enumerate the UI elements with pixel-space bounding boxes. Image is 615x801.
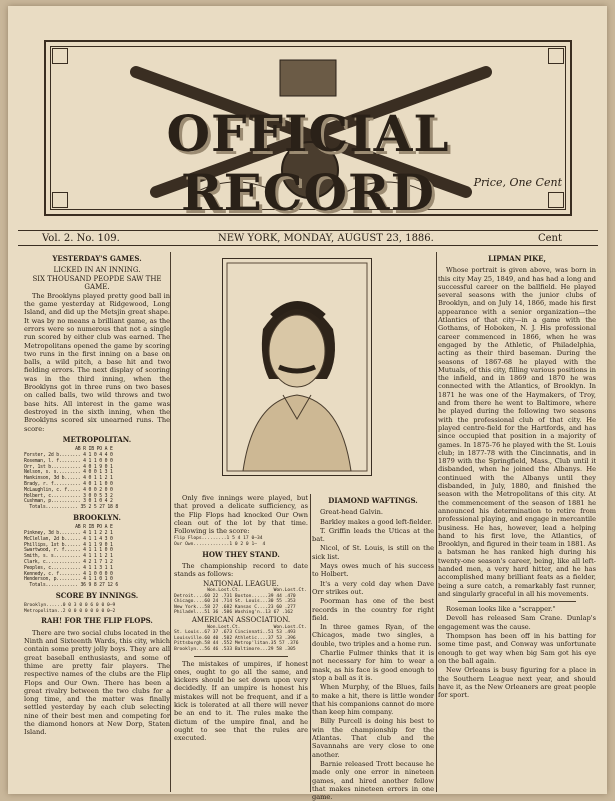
news-item: New Orleans is busy figuring for a place in the Southern League next year, and should have it, as the New Orleaners are great people for sport. xyxy=(438,666,596,700)
volume-number: Vol. 2. No. 109. xyxy=(42,233,120,244)
news-item: Thompson has been off in his batting for some time past, and Conway was unfortunate enough to get way when big Sam got his eye on the ball again. xyxy=(438,632,596,665)
portrait-image xyxy=(223,259,371,475)
article-paragraph: There are two social clubs located in the Ninth and Sixteenth Wards, this city, which contain some pretty jolly boys. They are all great baseball enthusiasts, and some of thime are pretty fair players. The respective names of the clubs are the Flip Flops and Our Own. There has been a great rivalry between the two clubs for a long time, and the matter was finally settled yesterday by each club selecting nine of their best men and competing for the diamond honors at New Dorp, Staten Island. xyxy=(24,628,170,737)
league-heading: NATIONAL LEAGUE. xyxy=(203,579,279,588)
standings-table: Won.Lost.Ct. Won.Lost.Ct. St. Louis..67 37 .673 Cincinnati..51 53 .493 Louisville.60 40 .582 Athletic....37 53 .396 Pittsburgh.58 44 .552 Metrop'litan.35 57 .376 Brooklyn...56 46 .533 Baltimore...29 58 .305 xyxy=(174,624,307,652)
team-heading: METROPOLITAN. xyxy=(62,434,132,444)
dateline xyxy=(18,230,598,246)
subheading: SIX THOUSAND PEOPDE SAW THE GAME. xyxy=(32,274,162,292)
article-paragraph: Only five innings were played, but that proved a delicate sufficiency, as the Flip Flops had knocked Our Own clean out of the lot by that time. Following is the score: xyxy=(174,494,308,536)
box-score-table: AB R IB PO A E Forster, 2d b........ 4 1 0 4 4 0 Roseman, l. f........ 4 1 1 0 0 0 Orr, 1st b........... 4 0 1 9 0 1 Nelson, s. s......... 4 0 0 1 3 1 Hankinson, 3d b...... 4 0 1 1 2 1 Brady, r. f.......... 4 0 1 1 0 0 McLaughlin, c. f..... 4 0 0 2 0 0 Holbert, c........... 3 0 0 5 3 2 Cushman, p........... 3 0 1 0 4 2 Totals............ 35 2 5 27 18 8 xyxy=(24,447,119,511)
news-item: T. Griffin leads the Uticas at the bat. xyxy=(312,526,434,544)
masthead xyxy=(44,40,572,222)
column-1 xyxy=(24,252,170,792)
news-item: Devoll has released Sam Crane. Dunlap's engagement was the cause. xyxy=(438,614,596,631)
article-heading: LIPMAN PIKE, xyxy=(488,254,546,263)
article-paragraph: The championship record to date stands as follows: xyxy=(174,561,308,579)
article-heading: YESTERDAY'S GAMES. xyxy=(52,254,142,263)
article-heading: DIAMOND WAFTINGS. xyxy=(328,496,418,505)
score-heading: SCORE BY INNINGS. xyxy=(55,590,139,600)
article-paragraph: Whose portrait is given above, was born in this city May 25, 1849, and has had a long and successful career on the ballfield. He played several seasons with the junior clubs of Brooklyn, and on July 14, 1866, made his first appearance with a senior organization—the Atlantics of that city—in a game with the Gothams, of Hoboken, N. J. His professional career commenced in 1866, when he was engaged by the Athletic, of Philadelphia, acting as their third baseman. During the seasons of 1867-68 he played with the Mutuals, of this city, filling various positions in the infield, and in 1869 and 1870 he was connected with the Atlantics, of Brooklyn. In 1871 he was one of the Haymakers, of Troy, and from there he went to Baltimore, where he played during the following two seasons with the professional club of that city. He played centre-field for the Hartfords, and has since occupied that position in a majority of games. In 1875-76 he played with the St. Louis club; in 1877-78 with the Cincinnatis, and in 1879 with the Springfield, Mass., Club until it disbanded, when he joined the Albanys. He continued with the Albanys until they disbanded, in July, 1880, and finished the season with the Metropolitans of this city. At the commencement of the season of 1881 he announced his determination to retire from professional playing, and engage in mercantile business. He has, however, lead a helping hand to his first love, the Atlantics, of Brooklyn, and figured in their team in 1881. As a batsman he has ranked high during his twenty-one season's career, being, like all left-handed men, a very hard hitter, and he has accomplished many brilliant feats as a fielder, being a sure catch, a remarkably fast runner, and singularly graceful in all his movements. xyxy=(438,266,596,598)
article-paragraph: The Brooklyns played pretty good ball in the game yesterday at Ridgewood, Long Island, and did up the Metsjin great shape. It was by no means a brilliant game, as the errors were so numerous that not a single run scored by either club was earned. The Metropolitans opened the game by scoring two runs in the first inning on a base on balls, a wild pitch, a base hit and two fielding errors. The next display of scoring was in the third inning, when the Brooklyns got in three runs on two bases on called balls, two wild throws and two base hits. All interest in the game was destroyed in the sixth inning, when the Brooklyns scored six unearned runs. The score: xyxy=(24,291,170,433)
price-label: Price, One Cent xyxy=(473,176,562,189)
section-divider xyxy=(458,601,576,602)
column-2 xyxy=(174,494,308,792)
news-item: Nicol, of St. Louis, is still on the sick list. xyxy=(312,544,434,561)
column-3 xyxy=(312,494,434,801)
column-rule xyxy=(436,252,437,792)
league-heading: AMERICAN ASSOCIATION. xyxy=(191,616,291,625)
standings-table: Won.Lost.Ct. Won.Lost.Ct. Detroit....60 22 .731 Boston......39 44 .470 Chicago....60 24 .714 St. Louis...30 55 .353 New York...58 27 .682 Kansas C....23 60 .277 Philadel...51 36 .586 Washing'n..13 67 .162 xyxy=(174,588,307,616)
column-rule xyxy=(310,494,311,792)
news-item: Mays owes much of his success to Holbert. xyxy=(312,562,434,579)
price-short: Cent xyxy=(537,233,562,244)
news-item: Great-head Galvin. xyxy=(320,508,384,517)
news-item: Barnie released Trott because he made only one error in nineteen games, and hired another fellow that makes nineteen errors in one game. xyxy=(312,759,434,801)
newspaper-page xyxy=(8,6,607,801)
column-rule xyxy=(170,252,171,792)
mask-icon xyxy=(280,60,336,96)
column-4 xyxy=(438,252,596,792)
subheading: LICKED IN AN INNING. xyxy=(53,266,141,275)
innings-score: Brooklyn......0 0 3 0 0 6 0 0 0—9 Metropolitan..2 0 0 0 0 0 0 0 0—2 xyxy=(24,603,116,614)
news-item: Poorman has one of the best records in the country for right field. xyxy=(312,597,434,622)
newspaper-title: OFFICIAL RECORD xyxy=(166,104,450,222)
article-heading: RAH! FOR THE FLIP FLOPS. xyxy=(41,616,153,626)
section-divider xyxy=(194,656,288,657)
article-paragraph: The mistakes of umpires, if honest ones, ought to go all the same, and kickers should be set down upon very decidedly. If an umpire is honest his mistakes will not be frequent, and if a kick is tolerated at all there will never be an end to it. The rules make the dictum of the umpire final, and he ought to see that the rules are executed. xyxy=(174,659,308,743)
news-item: Barkley makes a good left-fielder. xyxy=(320,517,433,526)
news-item: Charlie Fulmer thinks that it is not necessary for him to wear a mask, as his face is good enough to stop a ball as it is. xyxy=(312,649,434,682)
news-item: It's a very cold day when Dave Orr strikes out. xyxy=(312,579,434,596)
club-score: Flip Flops.........1 5 4 17 0—34 Our Own.............1 0 2 0 1— 4 xyxy=(174,536,266,548)
news-item: Billy Purcell is doing his best to win the championship for the Atlantas. That club and the Savannahs are very close to one another. xyxy=(312,717,434,759)
news-item: Roseman looks like a "scrapper." xyxy=(446,605,556,614)
team-heading: BROOKLYN. xyxy=(73,512,121,522)
article-heading: HOW THEY STAND. xyxy=(202,549,280,559)
issue-date: NEW YORK, MONDAY, AUGUST 23, 1886. xyxy=(218,233,434,244)
news-item: When Murphy, of the Blues, fails to make a hit, there is little wonder that his companions cannot do more than keep him company. xyxy=(312,683,434,717)
box-score-table: AB R IB PO A E Pinkney, 3d b........ 4 1 1 2 2 1 McClellan, 2d b...... 4 1 1 4 3 0 Phillips, 1st b...... 4 1 1 9 0 1 Swartwood, r. f...... 4 1 1 1 0 0 Smith, s. s.......... 4 1 1 1 2 1 Clark, c............. 4 2 1 7 1 2 Peoples, c........... 4 1 1 3 1 1 Kennedy, c. f........ 4 1 0 0 0 0 Henderson, p......... 4 1 1 0 1 0 Totals............ 36 9 8 27 12 6 xyxy=(24,525,119,589)
portrait-engraving xyxy=(222,258,372,476)
news-item: In three games Ryan, of the Chicagos, made two singles, a double, two triples and a home run. xyxy=(312,623,434,648)
